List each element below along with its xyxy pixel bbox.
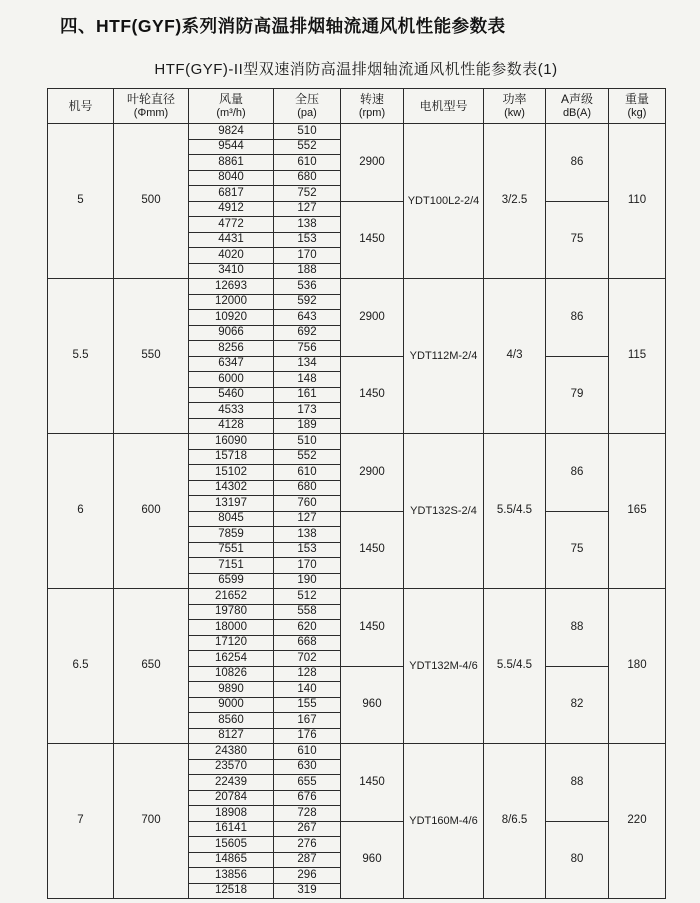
header-noise-level: A声级 dB(A) — [546, 89, 609, 124]
noise-level-cell: 86 — [546, 279, 609, 357]
header-motor-model: 电机型号 — [404, 89, 484, 124]
pressure-cell: 610 — [274, 155, 341, 171]
speed-cell: 1450 — [341, 511, 404, 589]
airflow-cell: 3410 — [189, 263, 274, 279]
airflow-cell: 19780 — [189, 604, 274, 620]
pressure-cell: 592 — [274, 294, 341, 310]
pressure-cell: 128 — [274, 666, 341, 682]
pressure-cell: 188 — [274, 263, 341, 279]
fan-table-body — [48, 124, 666, 899]
pressure-cell: 287 — [274, 852, 341, 868]
airflow-cell: 4912 — [189, 201, 274, 217]
pressure-cell: 138 — [274, 527, 341, 543]
weight-cell: 180 — [609, 589, 666, 744]
airflow-cell: 13856 — [189, 868, 274, 884]
page-title: 四、HTF(GYF)系列消防高温排烟轴流通风机性能参数表 — [60, 16, 506, 36]
airflow-cell: 8861 — [189, 155, 274, 171]
noise-level-cell: 88 — [546, 744, 609, 822]
airflow-cell: 7151 — [189, 558, 274, 574]
noise-level-cell: 79 — [546, 356, 609, 434]
pressure-cell: 610 — [274, 465, 341, 481]
airflow-cell: 18908 — [189, 806, 274, 822]
speed-cell: 960 — [341, 821, 404, 899]
airflow-cell: 18000 — [189, 620, 274, 636]
table-header-row — [48, 89, 666, 124]
pressure-cell: 680 — [274, 170, 341, 186]
pressure-cell: 552 — [274, 139, 341, 155]
pressure-cell: 752 — [274, 186, 341, 202]
power-cell: 3/2.5 — [484, 124, 546, 279]
airflow-cell: 20784 — [189, 790, 274, 806]
airflow-cell: 8127 — [189, 728, 274, 744]
weight-cell: 110 — [609, 124, 666, 279]
airflow-cell: 4431 — [189, 232, 274, 248]
pressure-cell: 668 — [274, 635, 341, 651]
airflow-cell: 5460 — [189, 387, 274, 403]
airflow-cell: 10826 — [189, 666, 274, 682]
pressure-cell: 512 — [274, 589, 341, 605]
pressure-cell: 558 — [274, 604, 341, 620]
impeller-diameter-cell: 700 — [114, 744, 189, 899]
airflow-cell: 6599 — [189, 573, 274, 589]
airflow-cell: 6817 — [189, 186, 274, 202]
weight-cell: 115 — [609, 279, 666, 434]
power-cell: 5.5/4.5 — [484, 434, 546, 589]
airflow-cell: 14302 — [189, 480, 274, 496]
pressure-cell: 176 — [274, 728, 341, 744]
pressure-cell: 655 — [274, 775, 341, 791]
header-pressure: 全压 (pa) — [274, 89, 341, 124]
model-no-cell: 7 — [48, 744, 114, 899]
motor-model-cell: YDT100L2-2/4 — [404, 124, 484, 279]
speed-cell: 2900 — [341, 434, 404, 512]
fan-performance-table — [47, 88, 666, 899]
airflow-cell: 4772 — [189, 217, 274, 233]
airflow-cell: 22439 — [189, 775, 274, 791]
pressure-cell: 510 — [274, 124, 341, 140]
impeller-diameter-cell: 650 — [114, 589, 189, 744]
airflow-cell: 4128 — [189, 418, 274, 434]
header-airflow: 风量 (m³/h) — [189, 89, 274, 124]
impeller-diameter-cell: 500 — [114, 124, 189, 279]
airflow-cell: 15718 — [189, 449, 274, 465]
airflow-cell: 16254 — [189, 651, 274, 667]
pressure-cell: 127 — [274, 201, 341, 217]
pressure-cell: 127 — [274, 511, 341, 527]
airflow-cell: 12518 — [189, 883, 274, 899]
table-row — [48, 279, 666, 295]
pressure-cell: 552 — [274, 449, 341, 465]
noise-level-cell: 75 — [546, 511, 609, 589]
power-cell: 5.5/4.5 — [484, 589, 546, 744]
weight-cell: 165 — [609, 434, 666, 589]
airflow-cell: 8560 — [189, 713, 274, 729]
pressure-cell: 296 — [274, 868, 341, 884]
table-row — [48, 744, 666, 760]
table-row — [48, 589, 666, 605]
pressure-cell: 153 — [274, 232, 341, 248]
pressure-cell: 148 — [274, 372, 341, 388]
airflow-cell: 7859 — [189, 527, 274, 543]
table-row — [48, 124, 666, 140]
pressure-cell: 319 — [274, 883, 341, 899]
speed-cell: 1450 — [341, 744, 404, 822]
speed-cell: 1450 — [341, 589, 404, 667]
model-no-cell: 6.5 — [48, 589, 114, 744]
pressure-cell: 630 — [274, 759, 341, 775]
noise-level-cell: 82 — [546, 666, 609, 744]
airflow-cell: 6347 — [189, 356, 274, 372]
airflow-cell: 9066 — [189, 325, 274, 341]
speed-cell: 2900 — [341, 124, 404, 202]
airflow-cell: 21652 — [189, 589, 274, 605]
airflow-cell: 16090 — [189, 434, 274, 450]
pressure-cell: 170 — [274, 558, 341, 574]
airflow-cell: 24380 — [189, 744, 274, 760]
pressure-cell: 676 — [274, 790, 341, 806]
airflow-cell: 4533 — [189, 403, 274, 419]
airflow-cell: 15605 — [189, 837, 274, 853]
noise-level-cell: 75 — [546, 201, 609, 279]
airflow-cell: 4020 — [189, 248, 274, 264]
pressure-cell: 161 — [274, 387, 341, 403]
airflow-cell: 12000 — [189, 294, 274, 310]
model-no-cell: 5.5 — [48, 279, 114, 434]
airflow-cell: 9544 — [189, 139, 274, 155]
airflow-cell: 15102 — [189, 465, 274, 481]
pressure-cell: 610 — [274, 744, 341, 760]
motor-model-cell: YDT132M-4/6 — [404, 589, 484, 744]
noise-level-cell: 80 — [546, 821, 609, 899]
table-row — [48, 434, 666, 450]
pressure-cell: 702 — [274, 651, 341, 667]
pressure-cell: 140 — [274, 682, 341, 698]
airflow-cell: 14865 — [189, 852, 274, 868]
pressure-cell: 134 — [274, 356, 341, 372]
airflow-cell: 8040 — [189, 170, 274, 186]
speed-cell: 1450 — [341, 201, 404, 279]
pressure-cell: 760 — [274, 496, 341, 512]
pressure-cell: 190 — [274, 573, 341, 589]
airflow-cell: 7551 — [189, 542, 274, 558]
pressure-cell: 276 — [274, 837, 341, 853]
header-weight: 重量 (kg) — [609, 89, 666, 124]
header-speed: 转速 (rpm) — [341, 89, 404, 124]
speed-cell: 2900 — [341, 279, 404, 357]
pressure-cell: 170 — [274, 248, 341, 264]
pressure-cell: 643 — [274, 310, 341, 326]
header-impeller-diameter: 叶轮直径 (Φmm) — [114, 89, 189, 124]
airflow-cell: 23570 — [189, 759, 274, 775]
speed-cell: 1450 — [341, 356, 404, 434]
pressure-cell: 267 — [274, 821, 341, 837]
motor-model-cell: YDT112M-2/4 — [404, 279, 484, 434]
pressure-cell: 728 — [274, 806, 341, 822]
pressure-cell: 189 — [274, 418, 341, 434]
airflow-cell: 6000 — [189, 372, 274, 388]
airflow-cell: 13197 — [189, 496, 274, 512]
airflow-cell: 12693 — [189, 279, 274, 295]
noise-level-cell: 86 — [546, 434, 609, 512]
airflow-cell: 9890 — [189, 682, 274, 698]
pressure-cell: 138 — [274, 217, 341, 233]
airflow-cell: 8256 — [189, 341, 274, 357]
pressure-cell: 692 — [274, 325, 341, 341]
airflow-cell: 9824 — [189, 124, 274, 140]
speed-cell: 960 — [341, 666, 404, 744]
noise-level-cell: 88 — [546, 589, 609, 667]
pressure-cell: 155 — [274, 697, 341, 713]
pressure-cell: 536 — [274, 279, 341, 295]
impeller-diameter-cell: 550 — [114, 279, 189, 434]
power-cell: 8/6.5 — [484, 744, 546, 899]
page-subtitle: HTF(GYF)-II型双速消防高温排烟轴流通风机性能参数表(1) — [154, 61, 558, 78]
pressure-cell: 680 — [274, 480, 341, 496]
pressure-cell: 510 — [274, 434, 341, 450]
pressure-cell: 153 — [274, 542, 341, 558]
pressure-cell: 620 — [274, 620, 341, 636]
airflow-cell: 17120 — [189, 635, 274, 651]
motor-model-cell: YDT132S-2/4 — [404, 434, 484, 589]
header-model-no: 机号 — [48, 89, 114, 124]
weight-cell: 220 — [609, 744, 666, 899]
model-no-cell: 5 — [48, 124, 114, 279]
noise-level-cell: 86 — [546, 124, 609, 202]
pressure-cell: 167 — [274, 713, 341, 729]
model-no-cell: 6 — [48, 434, 114, 589]
airflow-cell: 10920 — [189, 310, 274, 326]
pressure-cell: 756 — [274, 341, 341, 357]
pressure-cell: 173 — [274, 403, 341, 419]
impeller-diameter-cell: 600 — [114, 434, 189, 589]
airflow-cell: 16141 — [189, 821, 274, 837]
airflow-cell: 8045 — [189, 511, 274, 527]
header-power: 功率 (kw) — [484, 89, 546, 124]
power-cell: 4/3 — [484, 279, 546, 434]
motor-model-cell: YDT160M-4/6 — [404, 744, 484, 899]
airflow-cell: 9000 — [189, 697, 274, 713]
